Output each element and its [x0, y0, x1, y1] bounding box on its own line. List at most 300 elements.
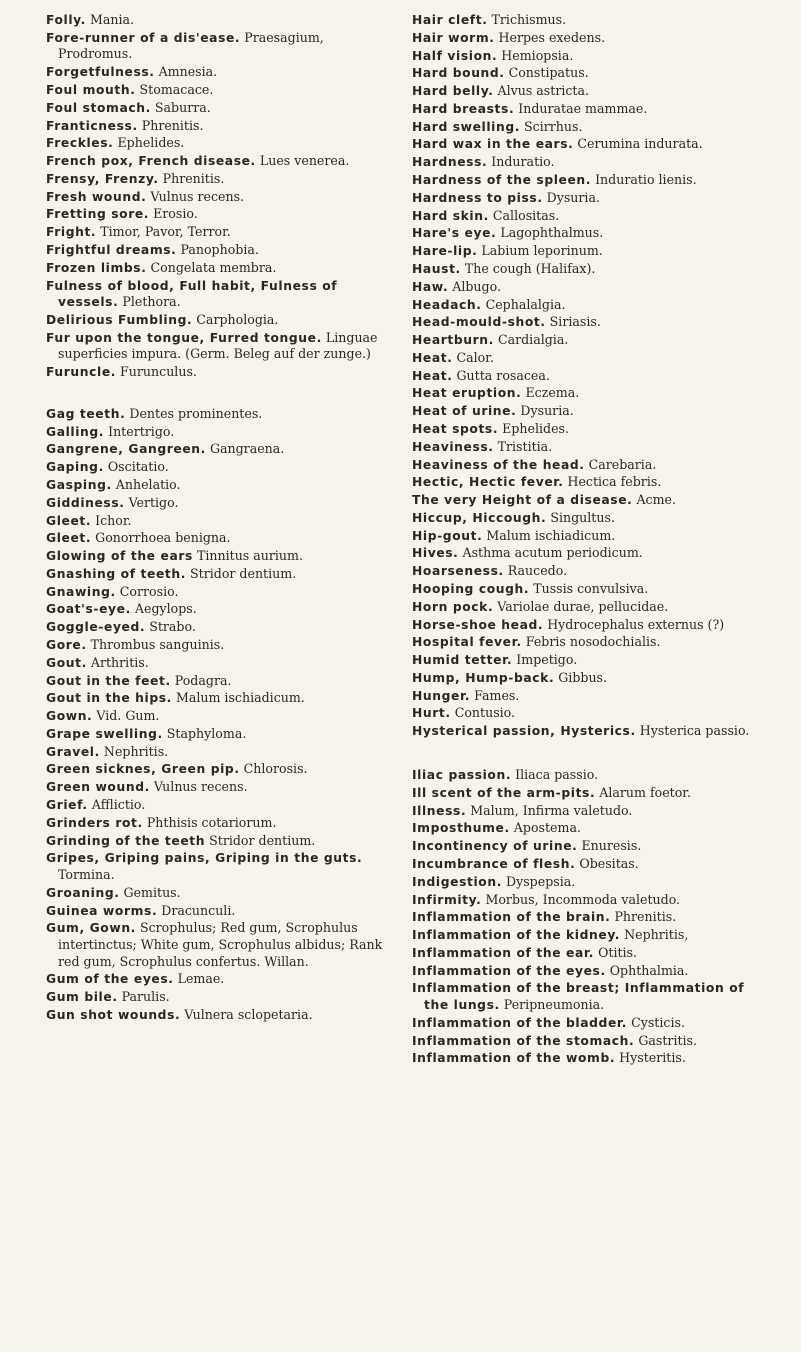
glossary-entry — [412, 909, 768, 926]
entry-term: Hunger. — [412, 688, 471, 703]
glossary-entry — [46, 206, 386, 223]
entry-latin-gloss: Phrenitis. — [614, 909, 677, 925]
entry-latin-gloss: Vulnus recens. — [153, 779, 248, 795]
entry-latin-gloss: Dracunculi. — [161, 902, 236, 918]
entry-latin-gloss: Albugo. — [452, 278, 501, 294]
entry-term: Hair cleft. — [412, 13, 488, 27]
entry-latin-gloss: Strabo. — [149, 619, 196, 635]
glossary-entry — [412, 1015, 768, 1032]
entry-latin-gloss: The cough (Halifax). — [464, 260, 596, 276]
entry-term: Frozen limbs. — [46, 260, 147, 275]
entry-latin-gloss: Calor. — [456, 349, 494, 365]
entry-latin-gloss: Lemae. — [177, 971, 225, 987]
entry-latin-gloss: Malum, Infirma valetudo. — [470, 802, 633, 818]
entry-term: Gag teeth. — [46, 406, 126, 421]
entry-term: Goat's-eye. — [46, 602, 131, 617]
entry-latin-gloss: Saburra. — [154, 99, 211, 115]
entry-term: Hare-lip. — [412, 244, 478, 259]
entry-term: Imposthume. — [412, 821, 510, 836]
entry-term: Delirious Fumbling. — [46, 312, 193, 327]
glossary-entry — [412, 492, 768, 509]
entry-latin-gloss: Malum ischiadicum. — [486, 527, 616, 543]
entry-latin-gloss: Intertrigo. — [108, 423, 175, 439]
entry-term: Gangrene, Gangreen. — [46, 442, 206, 457]
entry-latin-gloss: Trichismus. — [491, 12, 567, 27]
entry-term: Hurt. — [412, 706, 451, 721]
entry-term: Haust. — [412, 261, 461, 276]
entry-term: Forgetfulness. — [46, 65, 155, 80]
entry-term: Groaning. — [46, 885, 120, 900]
entry-latin-gloss: Tristitia. — [497, 438, 553, 454]
h-entries — [412, 12, 768, 740]
entry-latin-gloss: Timor, Pavor, Terror. — [100, 224, 231, 240]
entry-term: Gripes, Griping pains, Griping in the guts. — [46, 851, 363, 866]
glossary-entry — [46, 761, 386, 778]
glossary-entry — [46, 30, 386, 63]
entry-latin-gloss: Linguae superficies impura. (Germ. Beleg auf der zunge.) — [58, 329, 378, 362]
entry-term: Fright. — [46, 225, 97, 240]
glossary-entry — [46, 82, 386, 99]
entry-term: Gnashing of teeth. — [46, 566, 187, 581]
entry-latin-gloss: Asthma acutum periodicum. — [462, 545, 643, 561]
entry-latin-gloss: Morbus, Incommoda valetudo. — [485, 891, 681, 907]
entry-term: Galling. — [46, 424, 105, 439]
glossary-entry — [412, 243, 768, 260]
glossary-entry — [412, 350, 768, 367]
glossary-entry — [412, 980, 768, 1013]
glossary-entry — [412, 119, 768, 136]
entry-latin-gloss: Hectica febris. — [567, 474, 662, 490]
entry-term: Hardness of the spleen. — [412, 173, 592, 188]
entry-term: Hospital fever. — [412, 635, 522, 650]
entry-term: Fur upon the tongue, Furred tongue. — [46, 330, 322, 345]
entry-term: Inflammation of the kidney. — [412, 928, 621, 943]
entry-term: Grinding of the teeth — [46, 833, 206, 848]
glossary-entry — [412, 279, 768, 296]
entry-term: Heat of urine. — [412, 404, 517, 419]
glossary-entry — [412, 297, 768, 314]
entry-latin-gloss: Induratio lienis. — [595, 172, 697, 188]
entry-term: Hare's eye. — [412, 226, 497, 241]
glossary-entry — [46, 850, 386, 883]
glossary-entry — [412, 963, 768, 980]
glossary-entry — [46, 64, 386, 81]
glossary-entry — [412, 688, 768, 705]
entry-term: Hard bound. — [412, 66, 505, 81]
glossary-entry — [412, 48, 768, 65]
entry-term: Head-mould-shot. — [412, 315, 546, 330]
glossary-entry — [46, 548, 386, 565]
entry-term: Gum bile. — [46, 990, 118, 1005]
entry-term: Gnawing. — [46, 584, 116, 599]
glossary-entry — [46, 566, 386, 583]
glossary-entry — [412, 457, 768, 474]
entry-term: Gum of the eyes. — [46, 972, 174, 987]
section-gap — [412, 741, 768, 767]
entry-latin-gloss: Herpes exedens. — [498, 29, 606, 45]
glossary-entry — [412, 65, 768, 82]
entry-latin-gloss: Podagra. — [174, 672, 232, 688]
entry-latin-gloss: Oscitatio. — [107, 459, 169, 475]
entry-latin-gloss: Stomacace. — [139, 81, 214, 97]
entry-term: Grape swelling. — [46, 726, 163, 741]
entry-latin-gloss: Tussis convulsiva. — [533, 581, 649, 596]
entry-latin-gloss: Gonorrhoea benigna. — [95, 530, 231, 546]
entry-latin-gloss: Hydrocephalus externus (?) — [547, 616, 725, 632]
f-entries — [46, 12, 386, 381]
entry-latin-gloss: Anhelatio. — [115, 476, 181, 492]
entry-term: Hives. — [412, 546, 459, 561]
entry-latin-gloss: Cerumina indurata. — [577, 136, 703, 152]
entry-latin-gloss: Carphologia. — [196, 311, 279, 327]
entry-term: Gout. — [46, 655, 87, 670]
entry-term: Hard swelling. — [412, 119, 521, 134]
entry-term: Heat. — [412, 368, 453, 383]
glossary-entry — [412, 1033, 768, 1050]
glossary-entry — [412, 261, 768, 278]
glossary-entry — [412, 510, 768, 527]
entry-latin-gloss: Aegylops. — [134, 601, 197, 617]
entry-latin-gloss: Impetigo. — [516, 652, 578, 668]
glossary-entry — [46, 584, 386, 601]
g-entries — [46, 406, 386, 1024]
entry-latin-gloss: Eczema. — [525, 385, 580, 401]
glossary-entry — [46, 673, 386, 690]
entry-latin-gloss: Dysuria. — [546, 189, 600, 205]
entry-latin-gloss: Febris nosodochialis. — [525, 634, 661, 650]
entry-term: Humid tetter. — [412, 653, 513, 668]
entry-latin-gloss: Gutta rosacea. — [456, 367, 550, 383]
glossary-entry — [412, 617, 768, 634]
glossary-entry — [46, 312, 386, 329]
entry-latin-gloss: Variolae durae, pellucidae. — [497, 598, 669, 614]
glossary-entry — [46, 530, 386, 547]
entry-latin-gloss: Phthisis cotariorum. — [146, 814, 277, 830]
glossary-entry — [412, 12, 768, 29]
entry-term: Gleet. — [46, 513, 92, 528]
entry-term: Headach. — [412, 297, 482, 312]
entry-term: Folly. — [46, 13, 86, 27]
entry-latin-gloss: Gangraena. — [209, 441, 285, 457]
glossary-entry — [412, 421, 768, 438]
glossary-entry — [46, 513, 386, 530]
entry-latin-gloss: Alarum foetor. — [599, 784, 691, 800]
glossary-entry — [46, 441, 386, 458]
glossary-entry — [412, 225, 768, 242]
entry-latin-gloss: Enuresis. — [581, 838, 642, 854]
entry-latin-gloss: Cephalalgia. — [485, 296, 566, 312]
entry-term: Hard breasts. — [412, 101, 515, 116]
entry-latin-gloss: Congelata membra. — [150, 259, 277, 275]
glossary-entry — [412, 856, 768, 873]
entry-latin-gloss: Corrosio. — [119, 583, 179, 599]
entry-latin-gloss: Hysteritis. — [619, 1050, 686, 1066]
glossary-entry — [46, 726, 386, 743]
glossary-entry — [412, 670, 768, 687]
entry-latin-gloss: Hysterica passio. — [639, 723, 750, 739]
entry-term: Gout in the hips. — [46, 691, 172, 706]
glossary-entry — [412, 101, 768, 118]
entry-latin-gloss: Plethora. — [122, 294, 181, 310]
entry-term: Heaviness. — [412, 439, 494, 454]
entry-latin-gloss: Raucedo. — [507, 563, 568, 579]
left-column — [46, 12, 386, 1025]
entry-term: Horse-shoe head. — [412, 617, 544, 632]
entry-latin-gloss: Scrophulus; Red gum, Scrophulus intertinctus; White gum, Scrophulus albidus; Rank red gum, Scrophulus confertus. Willan. — [58, 920, 383, 969]
entry-term: Fore-runner of a dis'ease. — [46, 30, 241, 45]
entry-term: Green wound. — [46, 780, 150, 795]
entry-latin-gloss: Amnesia. — [158, 64, 218, 80]
glossary-entry — [46, 815, 386, 832]
glossary-entry — [412, 385, 768, 402]
entry-term: Hooping cough. — [412, 582, 530, 596]
entry-term: Guinea worms. — [46, 903, 158, 918]
entry-term: Heat eruption. — [412, 386, 522, 401]
entry-latin-gloss: Praesagium, Prodromus. — [58, 29, 324, 62]
entry-term: Gown. — [46, 709, 93, 724]
entry-term: Inflammation of the brain. — [412, 910, 611, 925]
entry-term: Freckles. — [46, 136, 114, 151]
entry-term: Gore. — [46, 638, 87, 652]
entry-term: Furuncle. — [46, 365, 117, 380]
glossary-entry — [46, 424, 386, 441]
glossary-entry — [46, 655, 386, 672]
entry-term: Hard belly. — [412, 84, 494, 99]
glossary-entry — [412, 474, 768, 491]
entry-latin-gloss: Tinnitus aurium. — [196, 548, 303, 564]
entry-term: Gasping. — [46, 477, 112, 492]
glossary-entry — [46, 885, 386, 902]
glossary-entry — [412, 439, 768, 456]
entry-latin-gloss: Acme. — [636, 492, 676, 508]
entry-latin-gloss: Dysuria. — [520, 403, 574, 419]
entry-latin-gloss: Mania. — [89, 12, 135, 27]
entry-latin-gloss: Phrenitis. — [141, 117, 204, 133]
glossary-entry — [46, 797, 386, 814]
entry-term: Foul mouth. — [46, 82, 136, 97]
entry-latin-gloss: Vertigo. — [128, 494, 179, 510]
entry-term: Gout in the feet. — [46, 673, 171, 688]
entry-latin-gloss: Siriasis. — [549, 314, 601, 330]
entry-latin-gloss: Phrenitis. — [162, 170, 225, 186]
entry-term: Incontinency of urine. — [412, 839, 578, 854]
entry-term: Hard wax in the ears. — [412, 137, 574, 152]
entry-latin-gloss: Peripneumonia. — [503, 997, 605, 1012]
entry-latin-gloss: Stridor dentium. — [209, 832, 316, 848]
glossary-entry — [412, 599, 768, 616]
entry-term: French pox, French disease. — [46, 154, 256, 169]
glossary-entry — [412, 563, 768, 580]
entry-latin-gloss: Afflictio. — [91, 797, 146, 813]
entry-latin-gloss: Lues venerea. — [259, 153, 350, 169]
entry-latin-gloss: Cardialgia. — [497, 332, 569, 348]
glossary-entry — [46, 903, 386, 920]
glossary-entry — [412, 172, 768, 189]
entry-term: Frightful dreams. — [46, 242, 177, 257]
glossary-entry — [412, 1050, 768, 1067]
glossary-entry — [412, 368, 768, 385]
entry-term: Franticness. — [46, 118, 138, 133]
entry-term: Glowing of the ears — [46, 549, 193, 564]
glossary-entry — [46, 189, 386, 206]
glossary-entry — [46, 242, 386, 259]
glossary-entry — [412, 874, 768, 891]
entry-latin-gloss: Otitis. — [598, 944, 638, 960]
glossary-entry — [412, 634, 768, 651]
entry-latin-gloss: Ichor. — [95, 512, 132, 528]
entry-latin-gloss: Tormina. — [58, 866, 115, 882]
entry-latin-gloss: Gastritis. — [638, 1032, 698, 1048]
entry-latin-gloss: Hemiopsia. — [501, 47, 574, 63]
glossary-entry — [412, 723, 768, 740]
entry-term: Inflammation of the breast; Inflammation of the lungs. — [412, 981, 745, 1012]
entry-term: Hiccup, Hiccough. — [412, 510, 547, 525]
glossary-entry — [46, 601, 386, 618]
entry-latin-gloss: Alvus astricta. — [497, 83, 590, 99]
entry-term: Fretting sore. — [46, 207, 150, 222]
glossary-entry — [46, 171, 386, 188]
entry-term: Horn pock. — [412, 599, 494, 614]
glossary-entry — [412, 652, 768, 669]
glossary-entry — [46, 708, 386, 725]
entry-latin-gloss: Gemitus. — [123, 884, 181, 900]
entry-latin-gloss: Thrombus sanguinis. — [90, 637, 225, 652]
glossary-entry — [46, 118, 386, 135]
glossary-entry — [46, 260, 386, 277]
entry-term: Heat. — [412, 350, 453, 365]
glossary-entry — [46, 100, 386, 117]
glossary-entry — [412, 208, 768, 225]
glossary-entry — [412, 154, 768, 171]
glossary-entry — [46, 833, 386, 850]
entry-latin-gloss: Singultus. — [550, 509, 615, 525]
entry-latin-gloss: Stridor dentium. — [190, 565, 297, 581]
glossary-entry — [412, 581, 768, 598]
glossary-entry — [46, 690, 386, 707]
entry-term: Inflammation of the eyes. — [412, 963, 606, 978]
entry-term: Gleet. — [46, 531, 92, 546]
entry-latin-gloss: Induratio. — [491, 154, 555, 170]
entry-term: Haw. — [412, 279, 449, 294]
entry-term: Illness. — [412, 803, 467, 818]
entry-latin-gloss: Constipatus. — [508, 65, 589, 81]
glossary-entry — [46, 1007, 386, 1024]
entry-term: Giddiness. — [46, 495, 125, 510]
entry-latin-gloss: Scirrhus. — [524, 118, 583, 134]
entry-latin-gloss: Ephelides. — [117, 135, 185, 151]
entry-latin-gloss: Chlorosis. — [243, 761, 308, 777]
glossary-entry — [46, 744, 386, 761]
entry-term: Fulness of blood, Full habit, Fulness of vessels. — [46, 278, 338, 310]
entry-term: Heat spots. — [412, 421, 499, 436]
entry-latin-gloss: Induratae mammae. — [518, 100, 648, 116]
entry-latin-gloss: Fames. — [474, 687, 520, 703]
entry-latin-gloss: Lagophthalmus. — [500, 225, 604, 241]
entry-term: Inflammation of the bladder. — [412, 1015, 628, 1030]
glossary-entry — [412, 785, 768, 802]
glossary-entry — [412, 136, 768, 153]
glossary-entry — [46, 477, 386, 494]
entry-term: Hair worm. — [412, 30, 495, 45]
entry-term: Grief. — [46, 798, 88, 813]
entry-latin-gloss: Ephelides. — [502, 420, 570, 436]
entry-latin-gloss: Vulnera sclopetaria. — [184, 1006, 313, 1022]
entry-latin-gloss: Contusio. — [454, 705, 516, 721]
entry-latin-gloss: Obesitas. — [579, 855, 639, 871]
entry-term: The very Height of a disease. — [412, 493, 633, 508]
glossary-entry — [46, 619, 386, 636]
glossary-entry — [46, 135, 386, 152]
glossary-entry — [412, 803, 768, 820]
glossary-entry — [412, 820, 768, 837]
glossary-entry — [412, 892, 768, 909]
entry-term: Hectic, Hectic fever. — [412, 475, 564, 490]
entry-latin-gloss: Parulis. — [121, 989, 170, 1005]
entry-latin-gloss: Dyspepsia. — [506, 873, 576, 889]
glossary-entry — [412, 545, 768, 562]
glossary-entry — [412, 403, 768, 420]
entry-latin-gloss: Arthritis. — [90, 654, 149, 670]
glossary-entry — [46, 971, 386, 988]
entry-term: Fresh wound. — [46, 189, 147, 204]
glossary-entry — [46, 364, 386, 381]
entry-latin-gloss: Furunculus. — [120, 364, 197, 380]
glossary-entry — [412, 838, 768, 855]
entry-term: Iliac passion. — [412, 768, 512, 783]
entry-latin-gloss: Callositas. — [492, 207, 560, 223]
glossary-entry — [46, 495, 386, 512]
entry-term: Inflammation of the ear. — [412, 945, 595, 960]
entry-term: Half vision. — [412, 48, 498, 63]
entry-term: Inflammation of the stomach. — [412, 1033, 635, 1048]
entry-latin-gloss: Gibbus. — [558, 669, 608, 685]
entry-latin-gloss: Ophthalmia. — [609, 962, 689, 978]
entry-term: Inflammation of the womb. — [412, 1051, 616, 1066]
entry-term: Goggle-eyed. — [46, 620, 146, 635]
entry-term: Frensy, Frenzy. — [46, 171, 159, 186]
glossary-entry — [412, 528, 768, 545]
entry-latin-gloss: Vulnus recens. — [150, 188, 245, 204]
entry-latin-gloss: Apostema. — [513, 820, 581, 836]
glossary-entry — [46, 459, 386, 476]
glossary-entry — [46, 920, 386, 970]
glossary-entry — [46, 330, 386, 363]
entry-term: Hardness. — [412, 155, 488, 170]
entry-latin-gloss: Nephritis, — [624, 927, 689, 943]
entry-term: Hip-gout. — [412, 528, 483, 543]
entry-latin-gloss: Dentes prominentes. — [129, 405, 263, 421]
glossary-entry — [412, 767, 768, 784]
entry-term: Heartburn. — [412, 333, 494, 348]
entry-term: Indigestion. — [412, 874, 502, 889]
entry-term: Gravel. — [46, 744, 100, 759]
glossary-entry — [46, 637, 386, 654]
entry-latin-gloss: Panophobia. — [180, 241, 259, 257]
glossary-entry — [46, 278, 386, 311]
entry-term: Gum, Gown. — [46, 921, 136, 936]
glossary-entry — [412, 927, 768, 944]
entry-latin-gloss: Erosio. — [153, 206, 198, 222]
entry-latin-gloss: Nephritis. — [103, 743, 169, 759]
glossary-entry — [412, 83, 768, 100]
glossary-entry — [46, 406, 386, 423]
entry-latin-gloss: Iliaca passio. — [515, 767, 599, 783]
entry-term: Hoarseness. — [412, 564, 504, 579]
entry-term: Green sicknes, Green pip. — [46, 762, 240, 777]
entry-term: Hard skin. — [412, 208, 489, 223]
entry-term: Hardness to piss. — [412, 190, 543, 205]
entry-term: Gun shot wounds. — [46, 1007, 181, 1022]
